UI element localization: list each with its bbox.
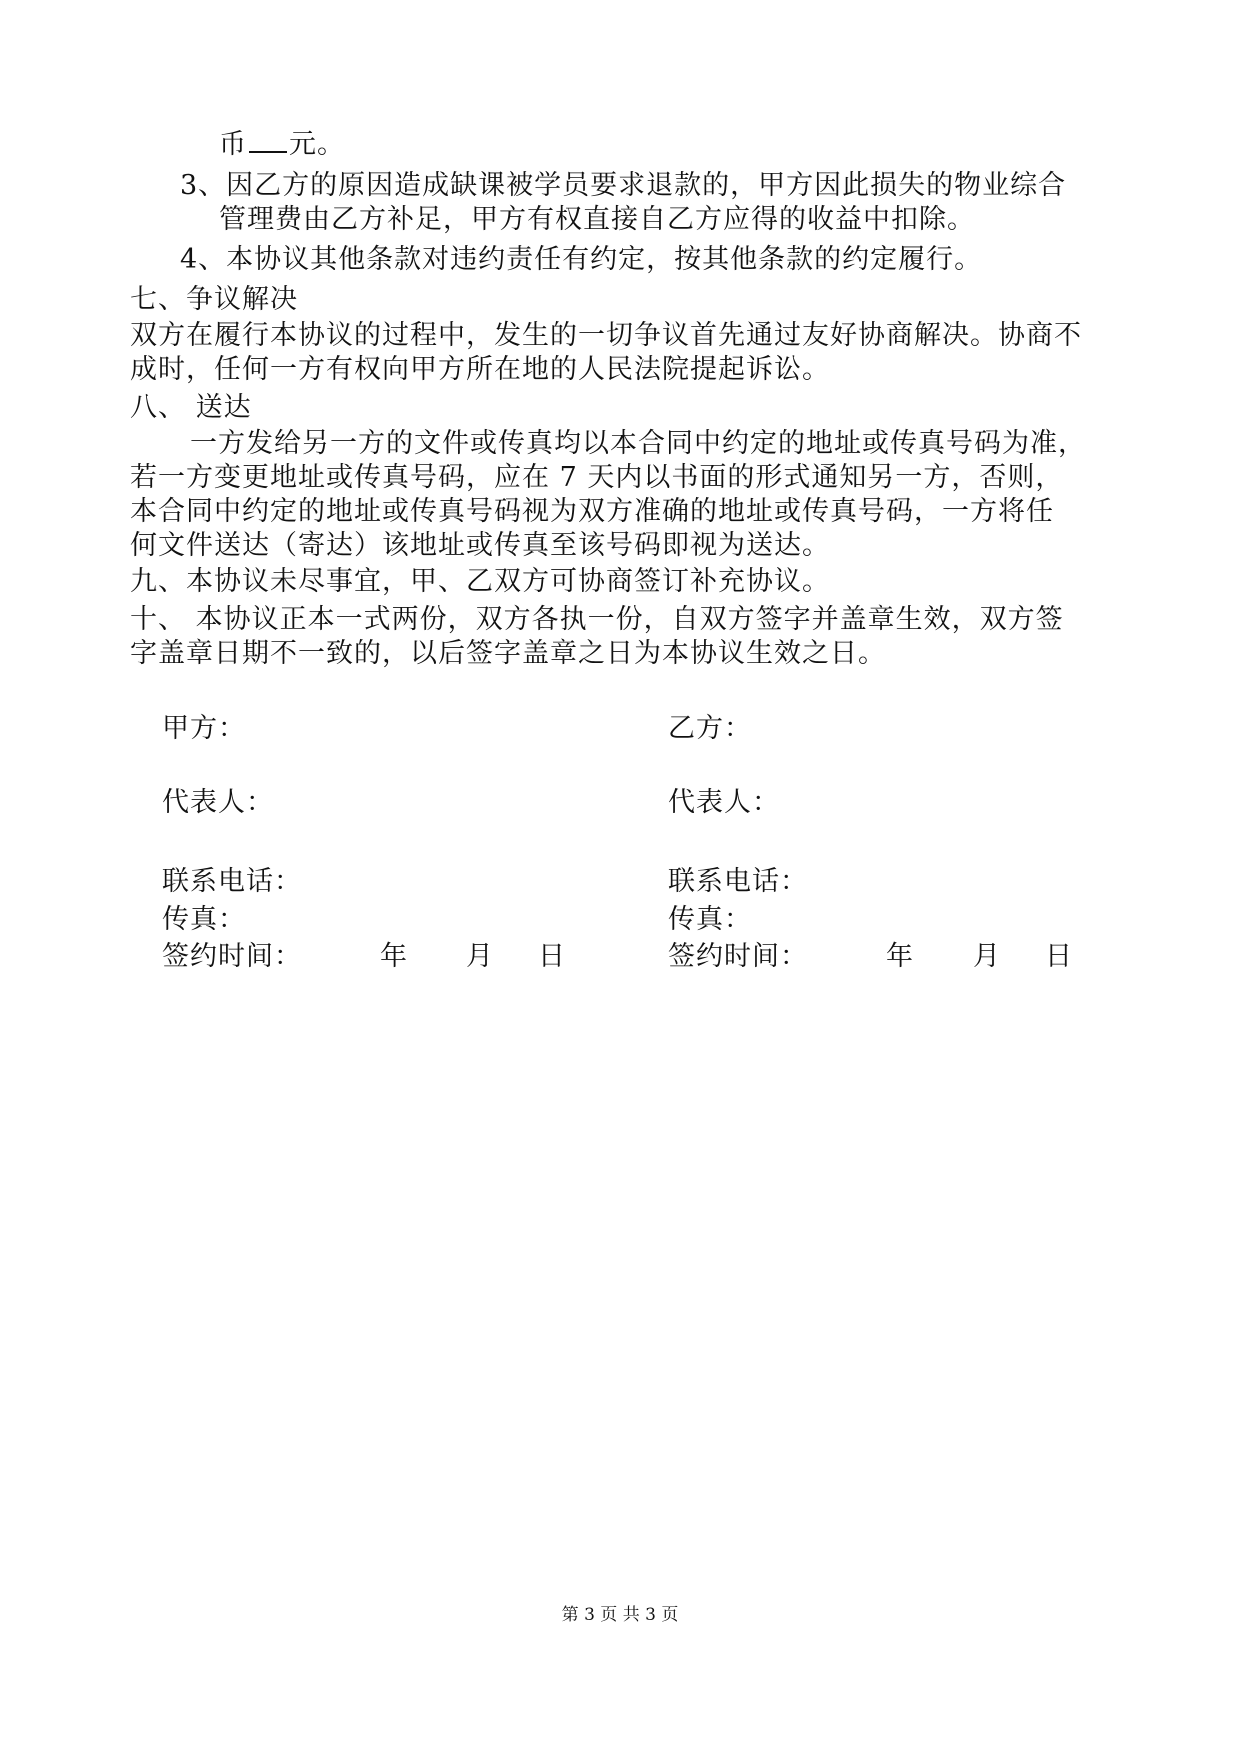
section-7-heading: 七、争议解决 xyxy=(130,284,298,315)
party-a-phone: 联系电话： xyxy=(162,866,302,897)
party-a-year: 年 xyxy=(380,941,407,972)
page-footer: 第 3 页 共 3 页 xyxy=(561,1605,679,1625)
party-a-label: 甲方： xyxy=(162,713,246,744)
party-a-representative: 代表人： xyxy=(162,787,274,818)
section-10-line-2: 字盖章日期不一致的，以后签字盖章之日为本协议生效之日。 xyxy=(130,638,886,669)
party-a-month: 月 xyxy=(466,941,493,972)
party-b-year: 年 xyxy=(886,941,913,972)
party-a-date-label: 签约时间： xyxy=(162,941,302,972)
section-7-line-1: 双方在履行本协议的过程中，发生的一切争议首先通过友好协商解决。协商不 xyxy=(130,320,1082,351)
party-b-fax: 传真： xyxy=(668,904,752,935)
section-8-line-3: 本合同中约定的地址或传真号码视为双方准确的地址或传真号码，一方将任 xyxy=(130,496,1054,527)
section-8-heading: 八、 送达 xyxy=(130,392,252,423)
clause-6-3-line-1: 3、因乙方的原因造成缺课被学员要求退款的，甲方因此损失的物业综合 xyxy=(180,170,1067,201)
section-8-line-1: 一方发给另一方的文件或传真均以本合同中约定的地址或传真号码为准， xyxy=(190,428,1086,459)
section-9: 九、本协议未尽事宜，甲、乙双方可协商签订补充协议。 xyxy=(130,566,830,597)
clause-6-tail-prefix: 币 xyxy=(219,129,247,160)
section-8-line-2: 若一方变更地址或传真号码，应在 7 天内以书面的形式通知另一方，否则， xyxy=(130,462,1064,493)
party-a-day: 日 xyxy=(538,941,565,972)
party-b-phone: 联系电话： xyxy=(668,866,808,897)
amount-blank xyxy=(249,129,287,153)
clause-6-tail xyxy=(219,128,345,162)
clause-6-tail-suffix: 元。 xyxy=(289,129,345,160)
section-7-line-2: 成时，任何一方有权向甲方所在地的人民法院提起诉讼。 xyxy=(130,354,830,385)
party-b-representative: 代表人： xyxy=(668,787,780,818)
party-b-day: 日 xyxy=(1045,941,1072,972)
clause-6-4: 4、本协议其他条款对违约责任有约定，按其他条款的约定履行。 xyxy=(180,244,983,275)
clause-6-3-line-2: 管理费由乙方补足，甲方有权直接自乙方应得的收益中扣除。 xyxy=(219,204,975,235)
section-8-line-4: 何文件送达（寄达）该地址或传真至该号码即视为送达。 xyxy=(130,530,830,561)
party-b-label: 乙方： xyxy=(668,713,752,744)
party-a-fax: 传真： xyxy=(162,904,246,935)
party-b-month: 月 xyxy=(973,941,1000,972)
section-10-line-1: 十、 本协议正本一式两份，双方各执一份，自双方签字并盖章生效，双方签 xyxy=(130,604,1064,635)
party-b-date-label: 签约时间： xyxy=(668,941,808,972)
